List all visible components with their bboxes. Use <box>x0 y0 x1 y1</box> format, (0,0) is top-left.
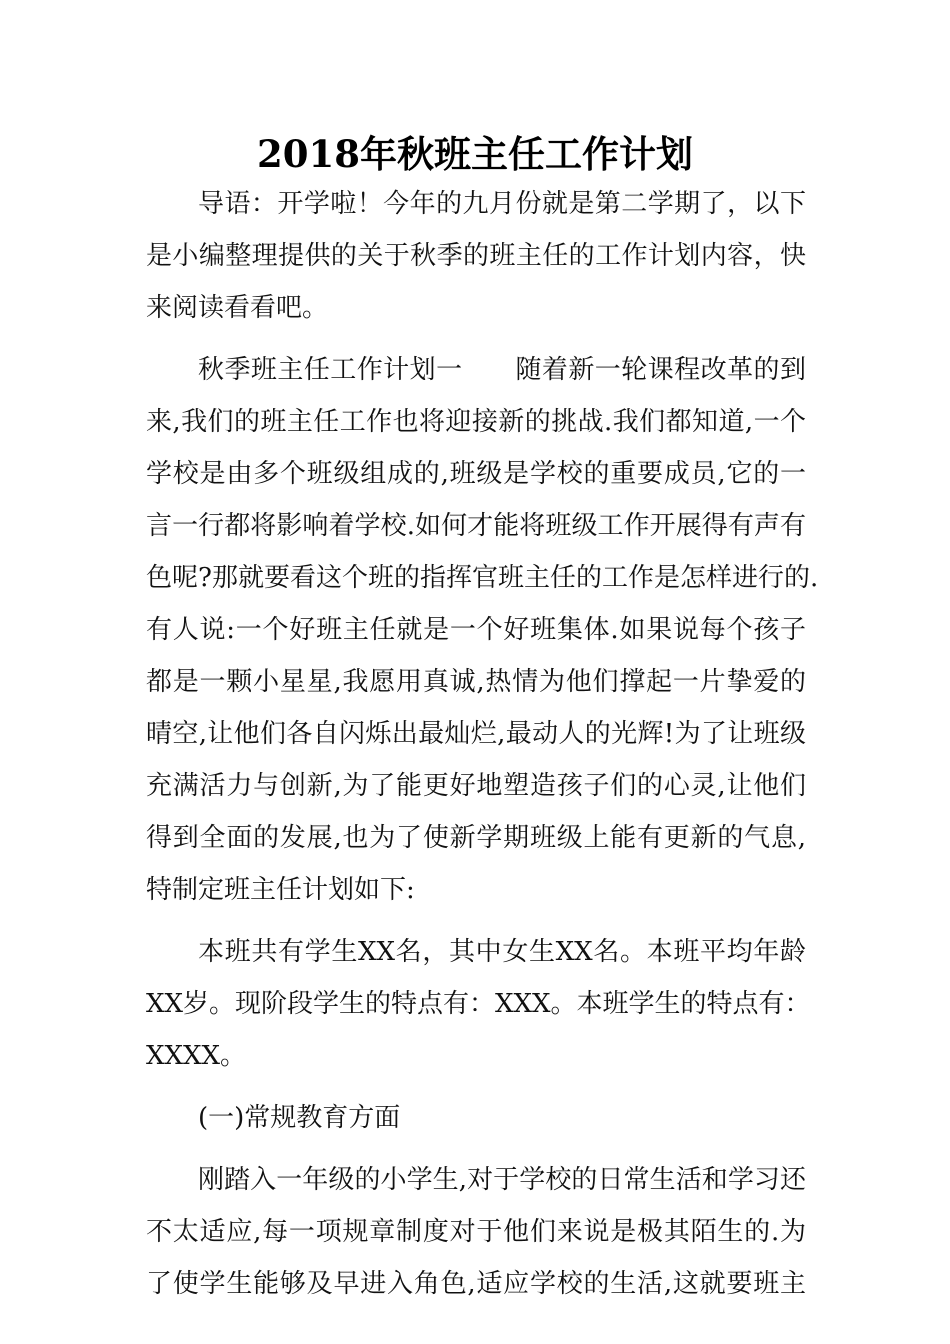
text-line: 特制定班主任计划如下: <box>146 875 415 905</box>
text-line: 不太适应,每一项规章制度对于他们来说是极其陌生的.为 <box>146 1217 806 1247</box>
paragraph-intro <box>146 178 806 334</box>
text-line: 导语：开学啦！今年的九月份就是第二学期了，以下 <box>198 189 806 219</box>
text-line: 有人说:一个好班主任就是一个好班集体.如果说每个孩子 <box>146 615 806 645</box>
text-line: (一)常规教育方面 <box>198 1103 401 1133</box>
text-line: 色呢?那就要看这个班的指挥官班主任的工作是怎样进行的. <box>146 563 819 593</box>
section-heading-routine-education <box>146 1092 806 1144</box>
text-line: 充满活力与创新,为了能更好地塑造孩子们的心灵,让他们 <box>146 771 806 801</box>
text-line: 了使学生能够及早进入角色,适应学校的生活,这就要班主 <box>146 1269 806 1299</box>
text-line: 学校是由多个班级组成的,班级是学校的重要成员,它的一 <box>146 459 806 489</box>
text-line: 晴空,让他们各自闪烁出最灿烂,最动人的光辉!为了让班级 <box>146 719 806 749</box>
paragraph-class-info <box>146 926 811 1082</box>
text-line: 得到全面的发展,也为了使新学期班级上能有更新的气息, <box>146 823 806 853</box>
text-line: XX岁。现阶段学生的特点有：XXX。本班学生的特点有： <box>146 989 811 1019</box>
text-line: XXXX。 <box>146 1041 247 1071</box>
text-line: 都是一颗小星星,我愿用真诚,热情为他们撑起一片挚爱的 <box>146 667 806 697</box>
document-title: 2018年秋班主任工作计划 <box>257 132 693 176</box>
text-line: 秋季班主任工作计划一 随着新一轮课程改革的到 <box>198 355 806 385</box>
text-line: 言一行都将影响着学校.如何才能将班级工作开展得有声有 <box>146 511 806 541</box>
paragraph-routine-education <box>146 1154 806 1310</box>
text-line: 来,我们的班主任工作也将迎接新的挑战.我们都知道,一个 <box>146 407 806 437</box>
text-line: 来阅读看看吧。 <box>146 293 329 323</box>
text-line: 本班共有学生XX名，其中女生XX名。本班平均年龄 <box>198 937 806 967</box>
text-line: 是小编整理提供的关于秋季的班主任的工作计划内容，快 <box>146 241 806 271</box>
text-line: 刚踏入一年级的小学生,对于学校的日常生活和学习还 <box>198 1165 806 1195</box>
paragraph-plan-one <box>146 344 819 916</box>
document-body <box>146 178 819 1320</box>
